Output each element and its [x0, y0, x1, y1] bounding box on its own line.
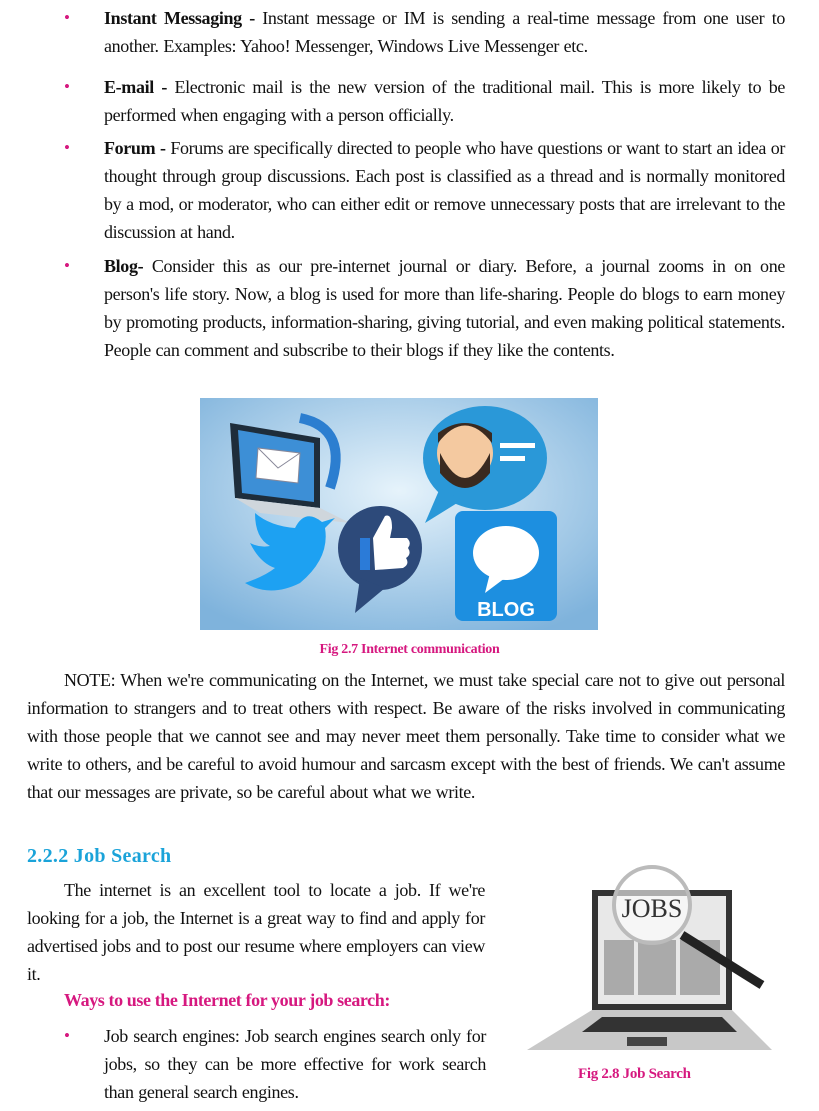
blog-label: BLOG [477, 599, 535, 621]
job-search-laptop-image [522, 860, 777, 1060]
jobs-label: JOBS [621, 894, 683, 923]
definition: Consider this as our pre-internet journal or diary. Before, a journal zooms in on one person's life story. Now, a blog is used for more than life-sharing. People do blogs to earn money by promoting products, information-sharing, giving tutorial, and even making political statements. People can comment and subscribe to their blogs if they like the contents. [104, 256, 785, 360]
list-item [64, 1022, 486, 1106]
figure-caption: Fig 2.8 Job Search [578, 1066, 691, 1082]
list-item [64, 252, 785, 364]
definition: Forums are specifically directed to people who have questions or want to start an idea or thought through group discussions. Each post is classified as a thread and is normally monitored by a mod, or moderator, who can either edit or remove unnecessary posts that are irrelevant to the discussion at hand. [104, 138, 785, 242]
section-heading: 2.2.2 Job Search [27, 845, 172, 867]
note-paragraph: NOTE: When we're communicating on the Internet, we must take special care not to give out personal information to strangers and to treat others with respect. Be aware of the risks involved in communicating with those people that we cannot see and may never meet them personally. Take time to consider what we write to others, and be careful to avoid humour and sarcasm except with the best of friends. We can't assume that our messages are private, so be careful about what we write. [27, 670, 785, 802]
bullet-icon: • [64, 1026, 70, 1045]
bullet-text: Job search engines: Job search engines search only for jobs, so they can be more effective for work search than general search engines. [104, 1026, 486, 1102]
term: Forum - [104, 138, 166, 158]
list-item [64, 134, 785, 246]
list-item [64, 4, 785, 60]
subheading: Ways to use the Internet for your job search: [64, 990, 390, 1010]
term: Blog- [104, 256, 144, 276]
figure-caption: Fig 2.7 Internet communication [319, 642, 500, 657]
internet-communication-image [200, 398, 598, 630]
list-item [64, 73, 785, 129]
intro-paragraph: The internet is an excellent tool to locate a job. If we're looking for a job, the Internet is a great way to find and apply for advertised jobs and to post our resume where employers can view it. [27, 880, 485, 984]
definition: Electronic mail is the new version of the traditional mail. This is more likely to be performed when engaging with a person officially. [104, 77, 785, 125]
bullet-icon: • [64, 138, 70, 157]
bullet-icon: • [64, 8, 70, 27]
term: E-mail - [104, 77, 168, 97]
term: Instant Messaging - [104, 8, 255, 28]
definition: Instant message or IM is sending a real-time message from one user to another. Examples: Yahoo! Messenger, Windows Live Messenger etc. [104, 8, 785, 56]
blog-icon [455, 511, 557, 621]
bullet-icon: • [64, 77, 70, 96]
bullet-icon: • [64, 256, 70, 275]
